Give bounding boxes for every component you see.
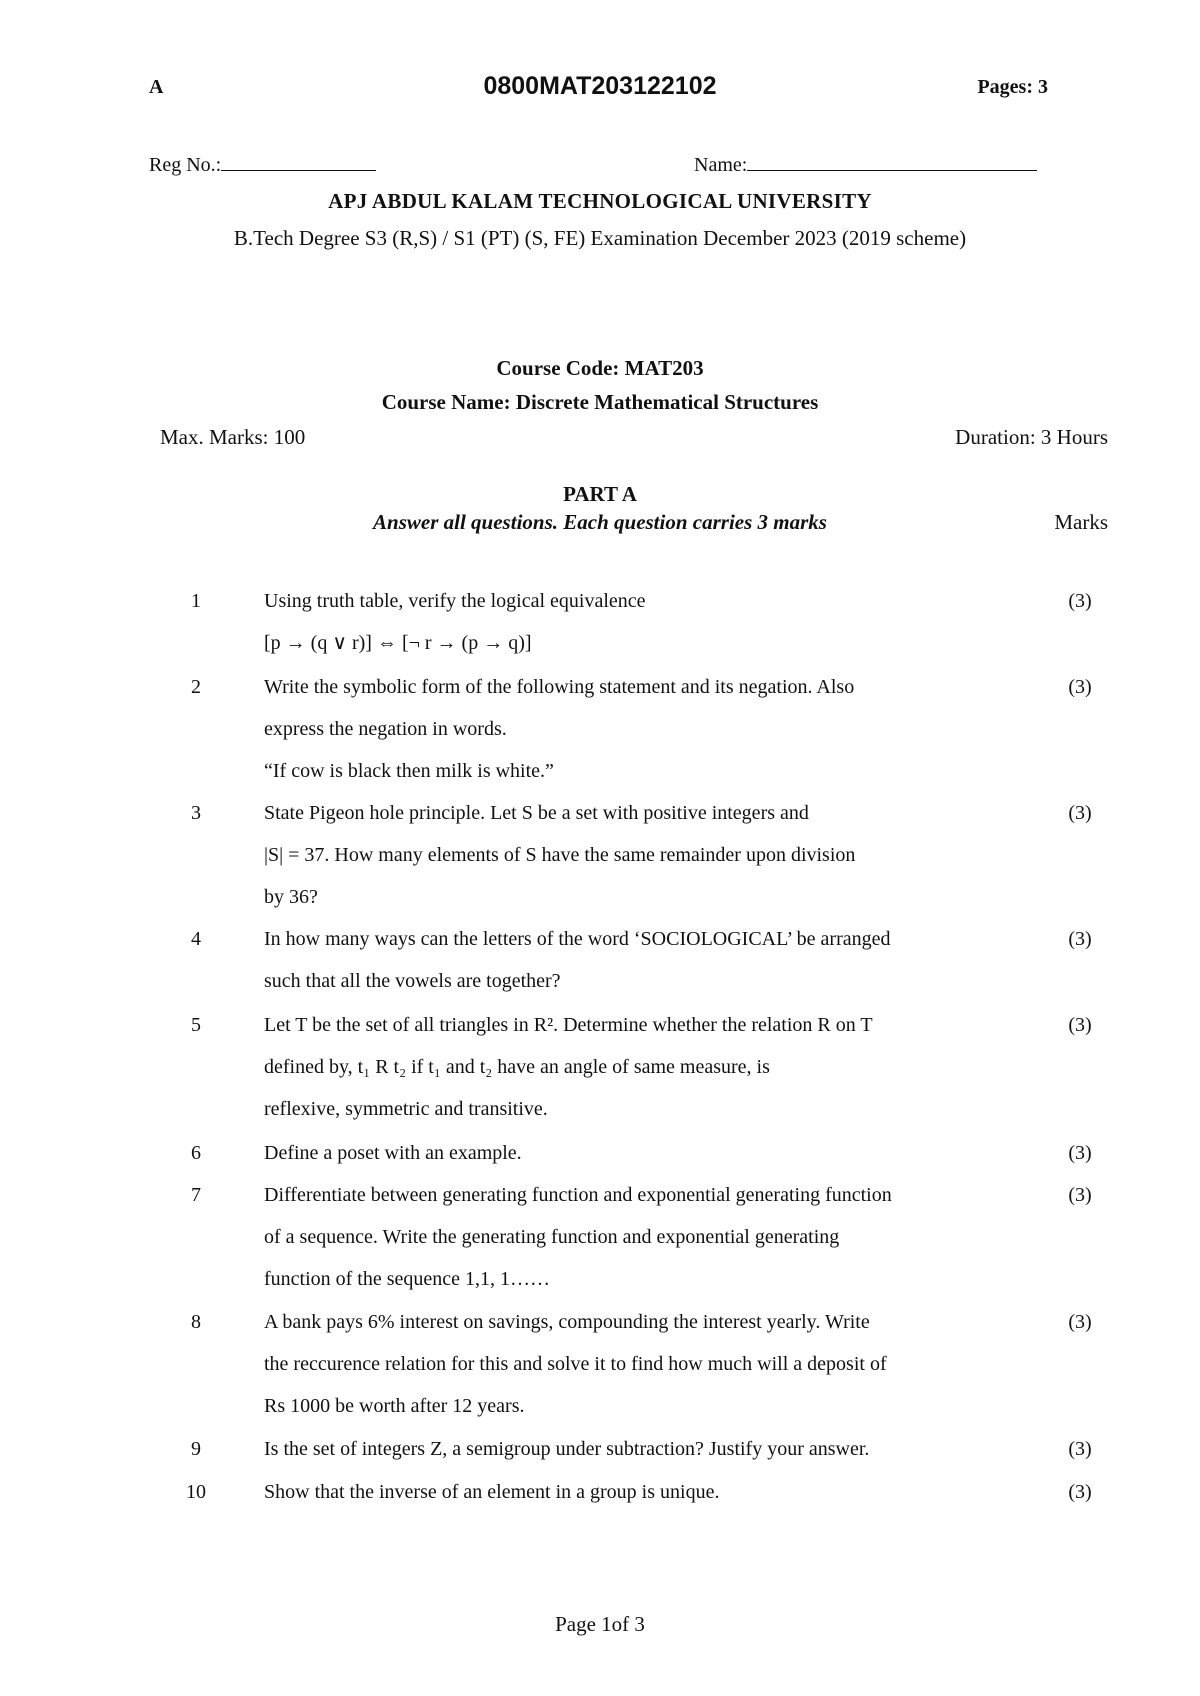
question-marks: (3) bbox=[1068, 676, 1092, 698]
question-line: [p → (q ∨ r)] ⇔ [¬ r → (p → q)] bbox=[264, 632, 532, 655]
reg-no-blank bbox=[221, 152, 376, 171]
question-number: 1 bbox=[191, 590, 201, 612]
question-number: 8 bbox=[191, 1311, 201, 1333]
question-text bbox=[264, 1301, 1024, 1428]
question-number: 6 bbox=[191, 1142, 201, 1164]
question-line: In how many ways can the letters of the word ‘SOCIOLOGICAL’ be arranged bbox=[264, 928, 891, 950]
question-number: 4 bbox=[191, 928, 201, 950]
question-line: Rs 1000 be worth after 12 years. bbox=[264, 1395, 525, 1418]
question-line: defined by, t₁ R t₂ if t₁ and t₂ have an angle of same measure, is bbox=[264, 1056, 770, 1079]
question-line: such that all the vowels are together? bbox=[264, 970, 561, 993]
question-line: Using truth table, verify the logical equivalence bbox=[264, 590, 646, 612]
question-text bbox=[264, 666, 1024, 793]
question-marks: (3) bbox=[1068, 1481, 1092, 1503]
question-marks: (3) bbox=[1068, 1438, 1092, 1460]
question-text bbox=[264, 1471, 1024, 1513]
question-text bbox=[264, 1132, 1024, 1174]
question-line: express the negation in words. bbox=[264, 718, 507, 741]
course-code: Course Code: MAT203 bbox=[496, 356, 704, 380]
question-number: 3 bbox=[191, 802, 201, 824]
question-line: Define a poset with an example. bbox=[264, 1142, 522, 1164]
question-text bbox=[264, 1428, 1024, 1470]
question-marks: (3) bbox=[1068, 1184, 1092, 1206]
question-marks: (3) bbox=[1068, 1014, 1092, 1036]
question-line: the reccurence relation for this and solve it to find how much will a deposit of bbox=[264, 1353, 887, 1376]
reg-no-label: Reg No.: bbox=[149, 154, 222, 176]
max-marks: Max. Marks: 100 bbox=[160, 425, 306, 449]
question-number: 9 bbox=[191, 1438, 201, 1460]
question-text bbox=[264, 918, 1024, 1002]
question-line: function of the sequence 1,1, 1…… bbox=[264, 1268, 551, 1291]
university-name: APJ ABDUL KALAM TECHNOLOGICAL UNIVERSITY bbox=[328, 189, 872, 213]
exam-title: B.Tech Degree S3 (R,S) / S1 (PT) (S, FE) Examination December 2023 (2019 scheme) bbox=[233, 226, 967, 250]
name-blank bbox=[747, 152, 1037, 171]
question-text bbox=[264, 1174, 1024, 1301]
question-line: Let T be the set of all triangles in R². Determine whether the relation R on T bbox=[264, 1014, 873, 1036]
question-number: 10 bbox=[186, 1481, 206, 1503]
marks-column-header: Marks bbox=[1054, 510, 1108, 534]
question-marks: (3) bbox=[1068, 802, 1092, 824]
page-count: Pages: 3 bbox=[977, 76, 1048, 98]
name-field bbox=[694, 152, 1037, 177]
question-marks: (3) bbox=[1068, 1311, 1092, 1333]
question-text bbox=[264, 792, 1024, 919]
question-text bbox=[264, 580, 1024, 664]
question-line: Differentiate between generating function and exponential generating function bbox=[264, 1184, 892, 1206]
course-name: Course Name: Discrete Mathematical Structures bbox=[381, 390, 819, 414]
question-marks: (3) bbox=[1068, 1142, 1092, 1164]
question-line: reflexive, symmetric and transitive. bbox=[264, 1098, 548, 1121]
duration: Duration: 3 Hours bbox=[955, 425, 1108, 449]
question-line: “If cow is black then milk is white.” bbox=[264, 760, 554, 783]
part-instruction: Answer all questions. Each question carries 3 marks bbox=[373, 510, 827, 534]
question-line: A bank pays 6% interest on savings, compounding the interest yearly. Write bbox=[264, 1311, 870, 1333]
question-number: 7 bbox=[191, 1184, 201, 1206]
question-line: of a sequence. Write the generating function and exponential generating bbox=[264, 1226, 840, 1249]
question-line: Write the symbolic form of the following statement and its negation. Also bbox=[264, 676, 855, 698]
question-number: 5 bbox=[191, 1014, 201, 1036]
question-line: Show that the inverse of an element in a group is unique. bbox=[264, 1481, 720, 1503]
question-line: State Pigeon hole principle. Let S be a set with positive integers and bbox=[264, 802, 809, 824]
series-label: A bbox=[149, 76, 164, 98]
question-line: |S| = 37. How many elements of S have the same remainder upon division bbox=[264, 844, 856, 867]
question-text bbox=[264, 1004, 1024, 1131]
reg-no-field bbox=[149, 152, 376, 177]
paper-code: 0800MAT203122102 bbox=[483, 72, 717, 100]
question-marks: (3) bbox=[1068, 928, 1092, 950]
question-line: Is the set of integers Z, a semigroup under subtraction? Justify your answer. bbox=[264, 1438, 870, 1460]
page-footer: Page 1of 3 bbox=[555, 1612, 645, 1636]
question-line: by 36? bbox=[264, 886, 318, 909]
name-label: Name: bbox=[694, 154, 748, 176]
question-number: 2 bbox=[191, 676, 201, 698]
part-title: PART A bbox=[563, 482, 637, 506]
question-marks: (3) bbox=[1068, 590, 1092, 612]
